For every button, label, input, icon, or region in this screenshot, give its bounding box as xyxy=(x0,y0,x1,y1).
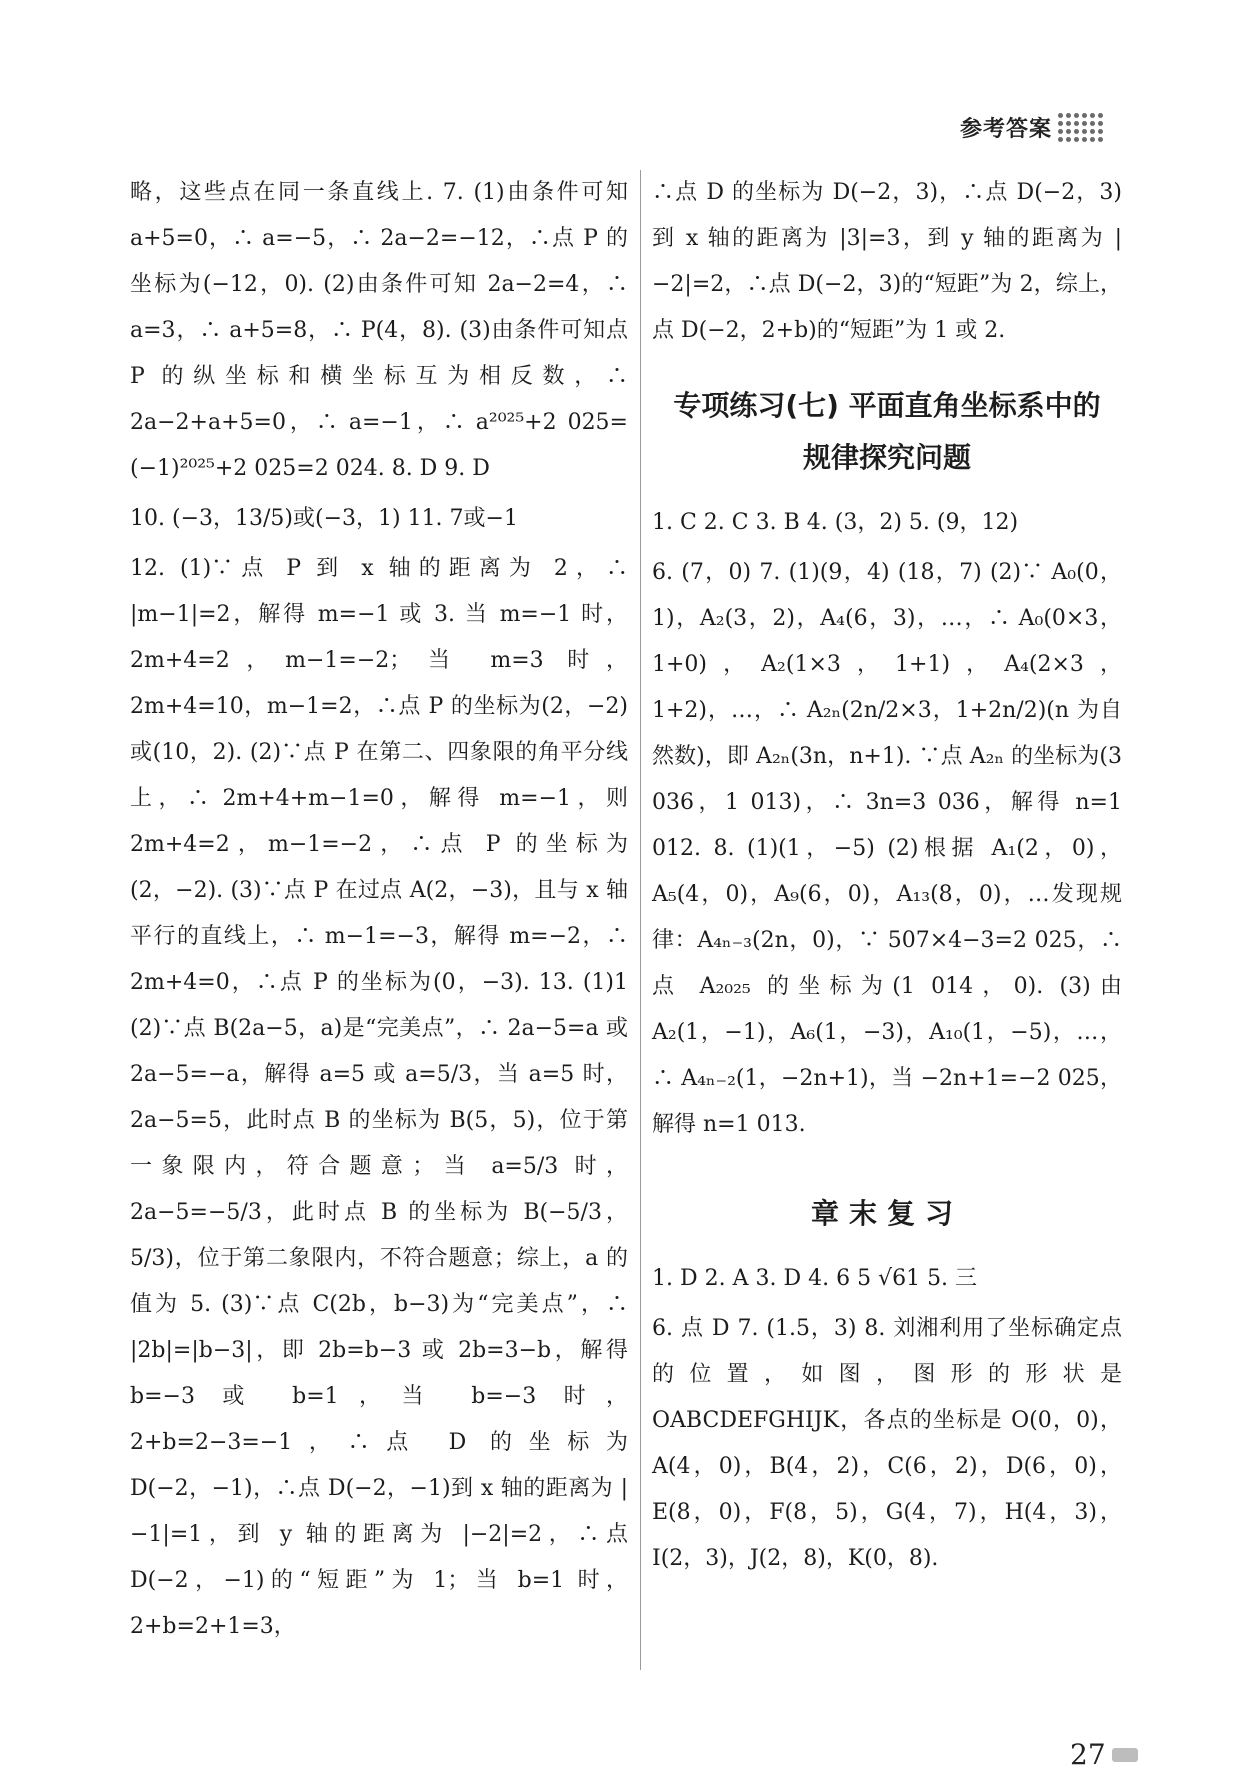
running-header xyxy=(960,112,1103,143)
left-column xyxy=(130,170,628,1650)
page-number xyxy=(1070,1738,1138,1771)
answer-paragraph: 略，这些点在同一条直线上. 7. (1)由条件可知 a+5=0，∴ a=−5，∴ 2a−2=−12，∴点 P 的坐标为(−12，0). (2)由条件可知 2a−2=4，∴ a=3，∴ a+5=8，∴ P(4，8). (3)由条件可知点 P 的纵坐标和横坐标互为相反数，∴ 2a−2+a+5=0，∴ a=−1，∴ a²⁰²⁵+2 025=(−1)²⁰²⁵+2 025=2 024. 8. D 9. D xyxy=(130,180,628,481)
section-title-chapter-review: 章末复习 xyxy=(810,1197,963,1230)
answer-paragraph: 12. (1)∵点 P 到 x 轴的距离为 2，∴ |m−1|=2，解得 m=−1 或 3. 当 m=−1 时，2m+4=2，m−1=−2；当 m=3 时，2m+4=10，m−1=2，∴点 P 的坐标为(2，−2)或(10，2). (2)∵点 P 在第二、四象限的角平分线上，∴ 2m+4+m−1=0，解得 m=−1，则 2m+4=2，m−1=−2，∴点 P 的坐标为(2，−2). (3)∵点 P 在过点 A(2，−3)，且与 x 轴平行的直线上，∴ m−1=−3，解得 m=−2，∴ 2m+4=0，∴点 P 的坐标为(0，−3). 13. (1)1 (2)∵点 B(2a−5，a)是“完美点”，∴ 2a−5=a 或 2a−5=−a，解得 a=5 或 a=5/3，当 a=5 时，2a−5=5，此时点 B 的坐标为 B(5，5)，位于第一象限内，符合题意；当 a=5/3 时，2a−5=−5/3，此时点 B 的坐标为 B(−5/3，5/3)，位于第二象限内，不符合题意；综上，a 的值为 5. (3)∵点 C(2b，b−3)为“完美点”，∴ |2b|=|b−3|，即 2b=b−3 或 2b=3−b，解得 b=−3 或 b=1，当 b=−3 时，2+b=2−3=−1，∴点 D 的坐标为 D(−2，−1)，∴点 D(−2，−1)到 x 轴的距离为 |−1|=1，到 y 轴的距离为 |−2|=2，∴点 D(−2，−1)的“短距”为 1；当 b=1 时，2+b=2+1=3， xyxy=(130,556,628,1639)
answer-paragraph: 6. (7，0) 7. (1)(9，4) (18，7) (2)∵ A₀(0，1)，A₂(3，2)，A₄(6，3)，…，∴ A₀(0×3，1+0)，A₂(1×3，1+1)，A₄(2×3，1+2)，…，∴ A₂ₙ(2n/2×3，1+2n/2)(n 为自然数)，即 A₂ₙ(3n，n+1). ∵点 A₂ₙ 的坐标为(3 036，1 013)，∴ 3n=3 036，解得 n=1 012. 8. (1)(1，−5) (2)根据 A₁(2，0)，A₅(4，0)，A₉(6，0)，A₁₃(8，0)，…发现规律：A₄ₙ₋₃(2n，0)，∵ 507×4−3=2 025，∴点 A₂₀₂₅ 的坐标为(1 014，0). (3)由 A₂(1，−1)，A₆(1，−3)，A₁₀(1，−5)，…，∴ A₄ₙ₋₂(1，−2n+1)，当 −2n+1=−2 025，解得 n=1 013. xyxy=(652,560,1122,1137)
section-title-line: 规律探究问题 xyxy=(802,441,971,474)
page-number-text: 27 xyxy=(1070,1738,1106,1771)
right-column xyxy=(652,170,1122,1582)
answer-paragraph: 1. D 2. A 3. D 4. 6 5 √61 5. 三 xyxy=(652,1266,978,1291)
section-title-special-practice xyxy=(652,380,1122,484)
dot-pattern-icon xyxy=(1058,113,1103,142)
answer-paragraph: 1. C 2. C 3. B 4. (3，2) 5. (9，12) xyxy=(652,510,1019,535)
answer-paragraph: ∴点 D 的坐标为 D(−2，3)，∴点 D(−2，3)到 x 轴的距离为 |3|=3，到 y 轴的距离为 |−2|=2，∴点 D(−2，3)的“短距”为 2，综上，点 D(−2，2+b)的“短距”为 1 或 2. xyxy=(652,180,1122,343)
column-divider xyxy=(640,170,641,1670)
page-tab-icon xyxy=(1112,1748,1138,1762)
header-title: 参考答案 xyxy=(960,117,1053,142)
answer-paragraph: 10. (−3，13/5)或(−3，1) 11. 7或−1 xyxy=(130,506,518,531)
answer-paragraph: 6. 点 D 7. (1.5，3) 8. 刘湘利用了坐标确定点的位置，如图，图形的形状是 OABCDEFGHIJK，各点的坐标是 O(0，0)，A(4，0)，B(4，2)，C(6，2)，D(6，0)，E(8，0)，F(8，5)，G(4，7)，H(4，3)，I(2，3)，J(2，8)，K(0，8). xyxy=(652,1316,1122,1571)
section-title-line: 专项练习(七) 平面直角坐标系中的 xyxy=(673,389,1101,422)
